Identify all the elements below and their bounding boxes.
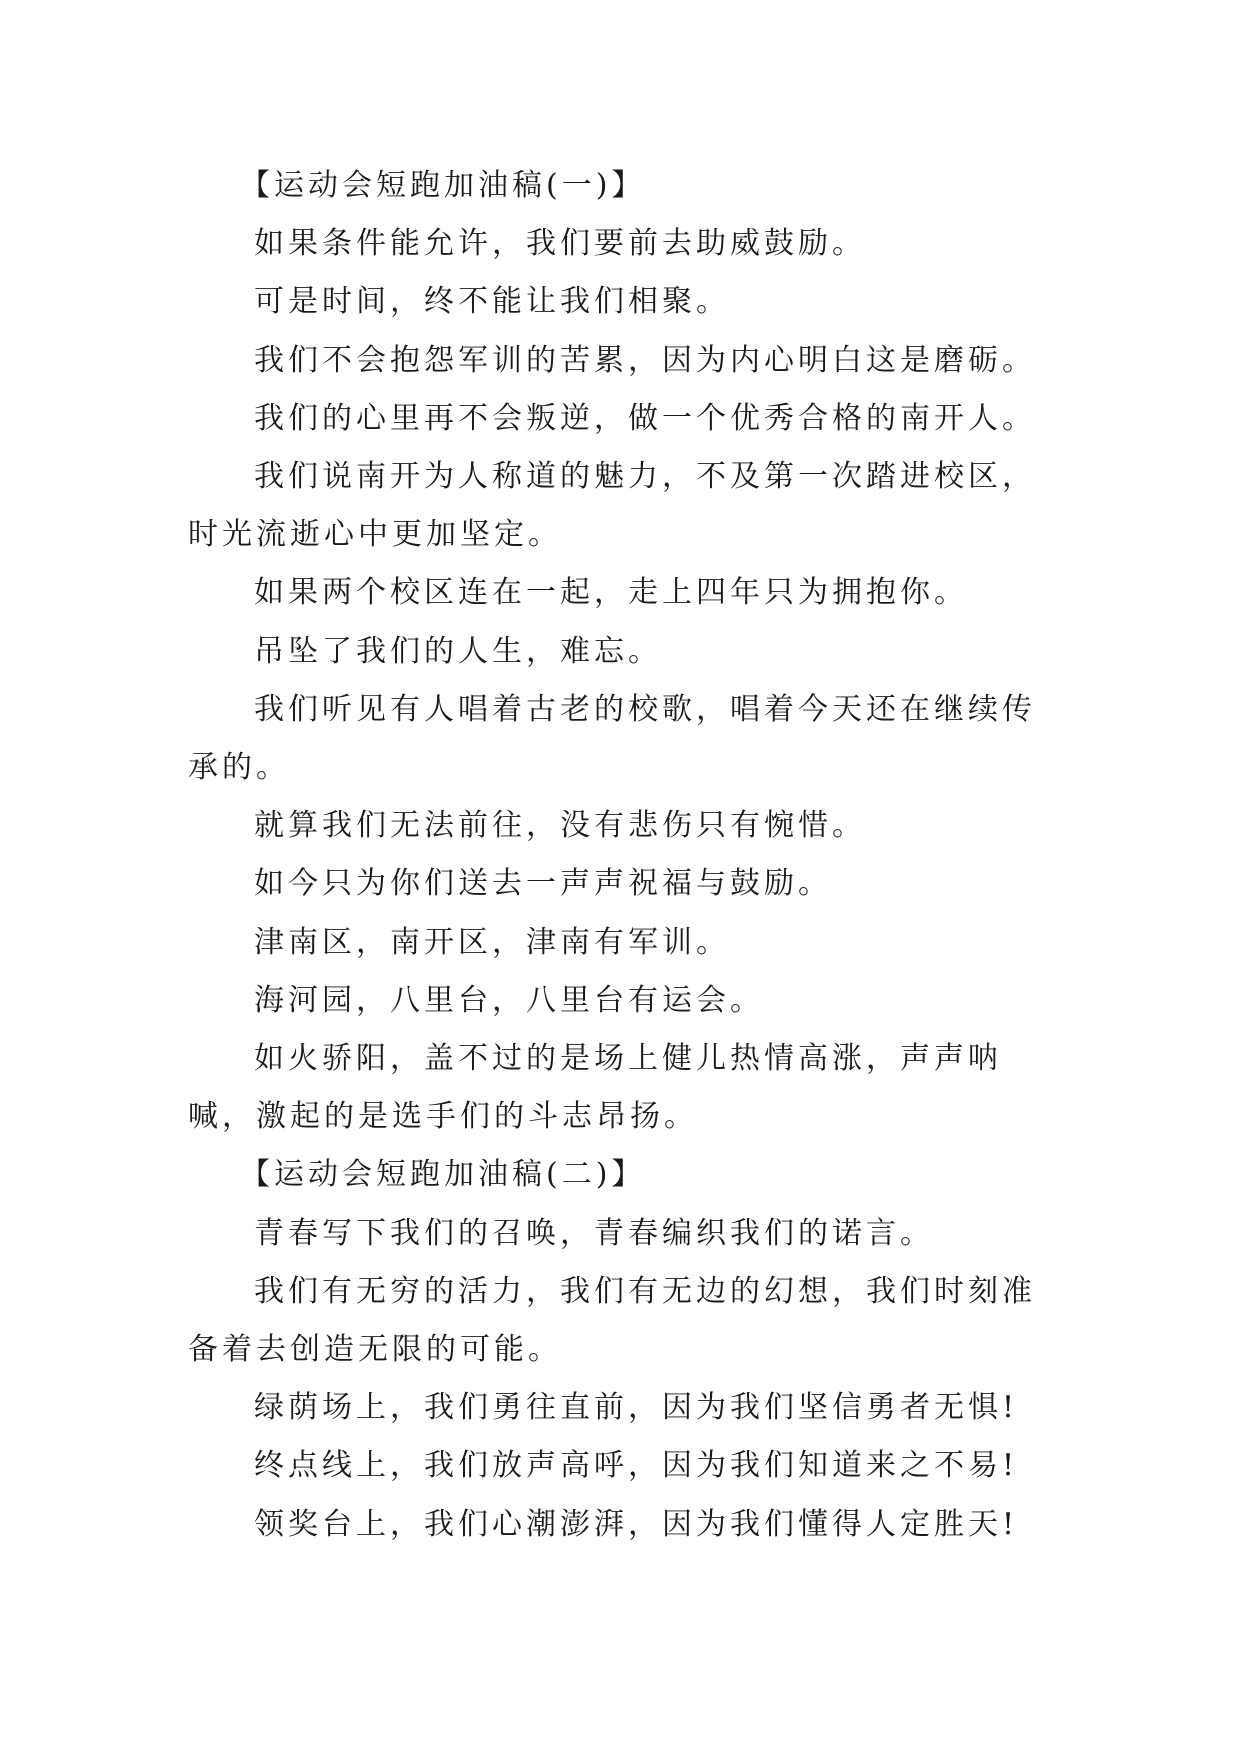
document-body — [188, 157, 1058, 1554]
paragraph: 我们不会抱怨军训的苦累，因为内心明白这是磨砺。 — [254, 342, 1036, 378]
paragraph: 如果条件能允许，我们要前去助威鼓励。 — [254, 226, 866, 262]
paragraph: 我们听见有人唱着古老的校歌，唱着今天还在继续传承的。 — [188, 691, 1036, 786]
paragraph: 如火骄阳，盖不过的是场上健儿热情高涨，声声呐喊，激起的是选手们的斗志昂扬。 — [188, 1041, 1002, 1135]
paragraph: 就算我们无法前往，没有悲伤只有惋惜。 — [254, 808, 866, 844]
paragraph: 津南区，南开区，津南有军训。 — [254, 924, 730, 960]
paragraph: 绿荫场上，我们勇往直前，因为我们坚信勇者无惧! — [254, 1390, 1019, 1426]
paragraph: 可是时间，终不能让我们相聚。 — [254, 284, 730, 320]
section-heading-1: 【运动会短跑加油稿(一)】 — [240, 168, 646, 203]
section-heading-2: 【运动会短跑加油稿(二)】 — [240, 1157, 646, 1193]
paragraph: 我们有无穷的活力，我们有无边的幻想，我们时刻准备着去创造无限的可能。 — [188, 1273, 1036, 1368]
paragraph: 我们的心里再不会叛逆，做一个优秀合格的南开人。 — [254, 400, 1036, 436]
paragraph: 如果两个校区连在一起，走上四年只为拥抱你。 — [254, 575, 968, 611]
paragraph: 青春写下我们的召唤，青春编织我们的诺言。 — [254, 1215, 934, 1251]
paragraph: 领奖台上，我们心潮澎湃，因为我们懂得人定胜天! — [254, 1506, 1019, 1542]
paragraph: 海河园，八里台，八里台有运会。 — [254, 982, 764, 1018]
paragraph: 吊坠了我们的人生，难忘。 — [254, 633, 662, 669]
paragraph: 我们说南开为人称道的魅力，不及第一次踏进校区，时光流逝心中更加坚定。 — [188, 459, 1036, 553]
paragraph: 如今只为你们送去一声声祝福与鼓励。 — [254, 866, 832, 902]
paragraph: 终点线上，我们放声高呼，因为我们知道来之不易! — [254, 1448, 1019, 1484]
